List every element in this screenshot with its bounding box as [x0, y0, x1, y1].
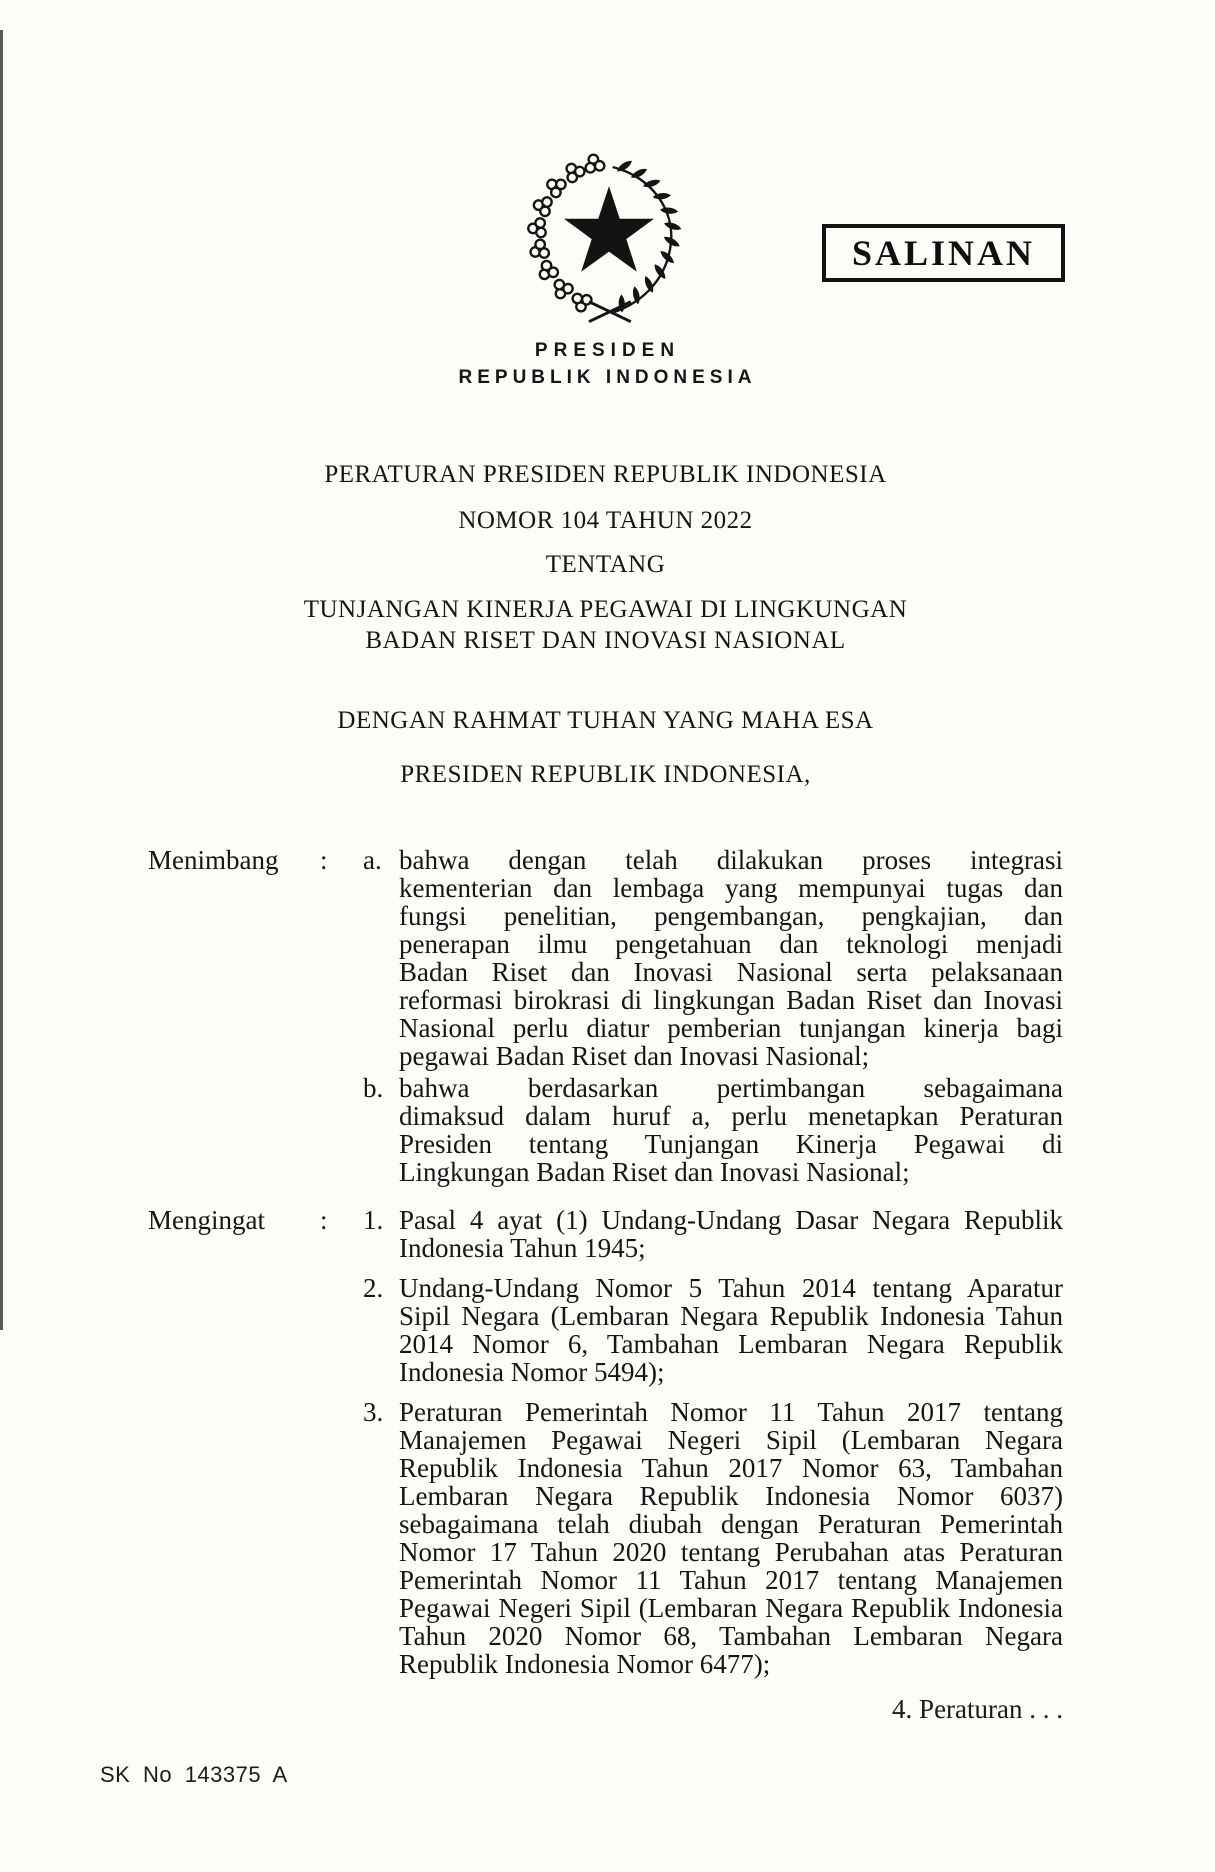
- legal-basis-item-1: [363, 1206, 1063, 1262]
- regulation-subject-line: BADAN RISET DAN INOVASI NASIONAL: [365, 627, 846, 654]
- document-line: Indonesia Tahun 1945;: [399, 1233, 646, 1263]
- item-marker: 2.: [363, 1273, 384, 1303]
- section-label: Menimbang: [148, 845, 279, 875]
- document-line: Sipil Negara (Lembaran Negara Republik Indonesia Tahun: [399, 1301, 1063, 1331]
- document-line: Pegawai Negeri Sipil (Lembaran Negara Republik Indonesia: [399, 1593, 1063, 1623]
- scan-artifact-edge-line: [0, 30, 3, 1330]
- document-line: penerapan ilmu pengetahuan dan teknologi menjadi: [399, 929, 1063, 959]
- preambulatory-sections: [148, 846, 1063, 1678]
- item-marker: a.: [363, 845, 382, 875]
- item-text: [399, 1398, 1063, 1678]
- document-code: SK No 143375 A: [100, 1762, 288, 1787]
- document-line: Indonesia Nomor 5494);: [399, 1357, 665, 1387]
- salinan-stamp: [822, 224, 1065, 282]
- document-line: Republik Indonesia Tahun 2017 Nomor 63, Tambahan: [399, 1453, 1063, 1483]
- document-line: reformasi birokrasi di lingkungan Badan Riset dan Inovasi: [399, 985, 1063, 1015]
- document-line: Lembaran Negara Republik Indonesia Nomor 6037): [399, 1481, 1063, 1511]
- document-line: sebagaimana telah diubah dengan Peraturan Pemerintah: [399, 1509, 1063, 1539]
- invocation-line: DENGAN RAHMAT TUHAN YANG MAHA ESA: [337, 707, 874, 734]
- document-line: kementerian dan lembaga yang mempunyai tugas dan: [399, 873, 1063, 903]
- item-text: [399, 1274, 1063, 1386]
- legal-basis-item-2: [363, 1274, 1063, 1386]
- document-line: Presiden tentang Tunjangan Kinerja Pegawai di: [399, 1129, 1063, 1159]
- letterhead-presiden: PRESIDEN: [534, 340, 681, 361]
- document-line: Lingkungan Badan Riset dan Inovasi Nasional;: [399, 1157, 910, 1187]
- document-line: bahwa dengan telah dilakukan proses integrasi: [399, 845, 1063, 875]
- document-line: dimaksud dalam huruf a, perlu menetapkan Peraturan: [399, 1101, 1063, 1131]
- document-line: Manajemen Pegawai Negeri Sipil (Lembaran Negara: [399, 1425, 1063, 1455]
- document-line: bahwa berdasarkan pertimbangan sebagaimana: [399, 1073, 1063, 1103]
- star: [564, 186, 654, 272]
- section-menimbang: [148, 846, 1063, 1186]
- regulation-subject-line: TUNJANGAN KINERJA PEGAWAI DI LINGKUNGAN: [303, 596, 908, 623]
- consideration-item-a: [363, 846, 1063, 1070]
- authority-line: PRESIDEN REPUBLIK INDONESIA,: [400, 761, 811, 788]
- document-line: Badan Riset dan Inovasi Nasional serta pelaksanaan: [399, 957, 1063, 987]
- document-line: Pasal 4 ayat (1) Undang-Undang Dasar Negara Republik: [399, 1205, 1063, 1235]
- section-colon: :: [320, 845, 328, 875]
- regulation-number-line: NOMOR 104 TAHUN 2022: [458, 507, 753, 534]
- document-line: Undang-Undang Nomor 5 Tahun 2014 tentang Aparatur: [399, 1273, 1063, 1303]
- legal-basis-item-3: [363, 1398, 1063, 1678]
- item-text: [399, 1074, 1063, 1186]
- document-line: 2014 Nomor 6, Tambahan Lembaran Negara Republik: [399, 1329, 1063, 1359]
- document-line: pegawai Badan Riset dan Inovasi Nasional;: [399, 1041, 870, 1071]
- section-colon: :: [320, 1205, 328, 1235]
- document-line: Peraturan Pemerintah Nomor 11 Tahun 2017 tentang: [399, 1397, 1063, 1427]
- regulation-title-line: PERATURAN PRESIDEN REPUBLIK INDONESIA: [324, 461, 887, 488]
- item-text: [399, 1206, 1063, 1262]
- document-line: Pemerintah Nomor 11 Tahun 2017 tentang Manajemen: [399, 1565, 1063, 1595]
- letterhead-republik-indonesia: REPUBLIK INDONESIA: [458, 367, 757, 388]
- document-line: Nasional perlu diatur pemberian tunjangan kinerja bagi: [399, 1013, 1063, 1043]
- document-line: fungsi penelitian, pengembangan, pengkajian, dan: [399, 901, 1063, 931]
- item-text: [399, 846, 1063, 1070]
- section-mengingat: [148, 1206, 1063, 1678]
- section-label: Mengingat: [148, 1205, 265, 1235]
- letterhead: [0, 338, 1215, 391]
- regulation-title-block: [148, 460, 1063, 656]
- catchword: 4. Peraturan . . .: [892, 1694, 1063, 1724]
- document-line: Republik Indonesia Nomor 6477);: [399, 1649, 771, 1679]
- salinan-stamp-label: SALINAN: [851, 233, 1036, 273]
- document-line: Tahun 2020 Nomor 68, Tambahan Lembaran Negara: [399, 1621, 1063, 1651]
- document-line: Nomor 17 Tahun 2020 tentang Perubahan atas Peraturan: [399, 1537, 1063, 1567]
- consideration-item-b: [363, 1074, 1063, 1186]
- presidential-seal-icon: [518, 146, 700, 330]
- item-marker: b.: [363, 1073, 384, 1103]
- item-marker: 1.: [363, 1205, 384, 1235]
- item-marker: 3.: [363, 1397, 384, 1427]
- regulation-tentang-line: TENTANG: [545, 551, 666, 578]
